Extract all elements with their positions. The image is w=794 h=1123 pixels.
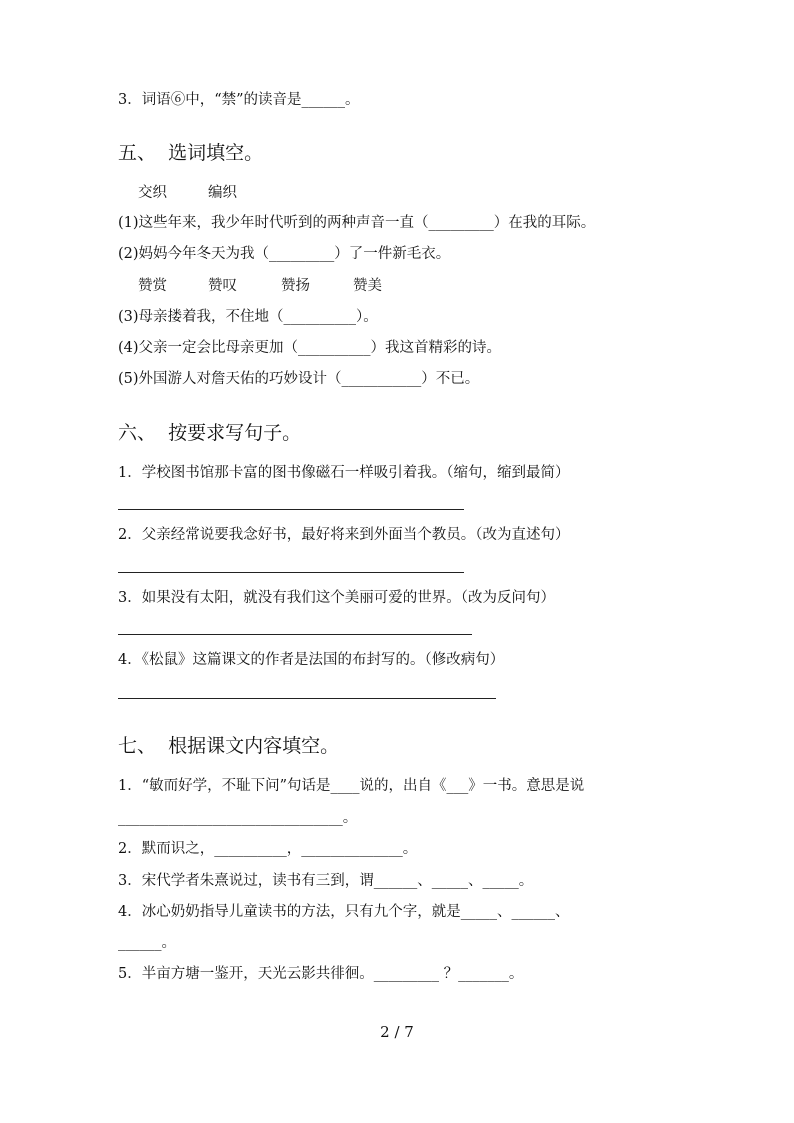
recall-item-4b: ______。 — [118, 935, 176, 951]
word-choice-2: 编织 — [208, 185, 237, 201]
word-choice-6: 赞美 — [353, 278, 382, 294]
word-choice-3: 赞赏 — [138, 278, 167, 294]
word-choice-4: 赞叹 — [208, 278, 237, 294]
section-7-heading: 七、 根据课文内容填空。 — [118, 735, 340, 757]
recall-item-4a: 4．冰心奶奶指导儿童读书的方法，只有九个字，就是_____、______、 — [118, 904, 570, 920]
section-5-heading: 五、 选词填空。 — [118, 142, 264, 164]
fill-item-3: (3)母亲搂着我，不住地（__________）。 — [118, 309, 378, 325]
word-choice-5: 赞扬 — [281, 278, 310, 294]
fill-item-4: (4)父亲一定会比母亲更加（__________）我这首精彩的诗。 — [118, 340, 502, 356]
sentence-task-2: 2．父亲经常说要我念好书，最好将来到外面当个教员。（改为直述句） — [118, 527, 570, 543]
answer-line-3[interactable] — [118, 634, 472, 635]
sentence-task-1: 1．学校图书馆那卡富的图书像磁石一样吸引着我。（缩句，缩到最简） — [118, 465, 570, 481]
recall-item-3: 3．宋代学者朱熹说过，读书有三到，谓______、_____、_____。 — [118, 873, 534, 889]
recall-item-1b: _______________________________。 — [118, 810, 358, 826]
question-3-line: 3．词语⑥中，“禁”的读音是______。 — [118, 92, 360, 108]
fill-item-2: (2)妈妈今年冬天为我（_________）了一件新毛衣。 — [118, 246, 451, 262]
fill-item-1: (1)这些年来，我少年时代听到的两种声音一直（_________）在我的耳际。 — [118, 215, 596, 231]
sentence-task-4: 4．《松鼠》这篇课文的作者是法国的布封写的。（修改病句） — [118, 652, 505, 668]
answer-line-1[interactable] — [118, 509, 464, 510]
fill-item-5: (5)外国游人对詹天佑的巧妙设计（___________）不已。 — [118, 371, 480, 387]
page-number: 2 / 7 — [380, 1023, 414, 1041]
recall-item-5: 5．半亩方塘一鉴开，天光云影共徘徊。_________ ？_______。 — [118, 966, 524, 982]
recall-item-2: 2．默而识之，__________，______________。 — [118, 841, 418, 857]
answer-line-2[interactable] — [118, 572, 464, 573]
section-6-heading: 六、 按要求写句子。 — [118, 422, 302, 444]
recall-item-1a: 1．“敏而好学，不耻下问”句话是____说的，出自《___》一书。意思是说 — [118, 778, 585, 794]
sentence-task-3: 3．如果没有太阳，就没有我们这个美丽可爱的世界。（改为反问句） — [118, 590, 555, 606]
word-choice-1: 交织 — [138, 185, 167, 201]
answer-line-4[interactable] — [118, 698, 496, 699]
